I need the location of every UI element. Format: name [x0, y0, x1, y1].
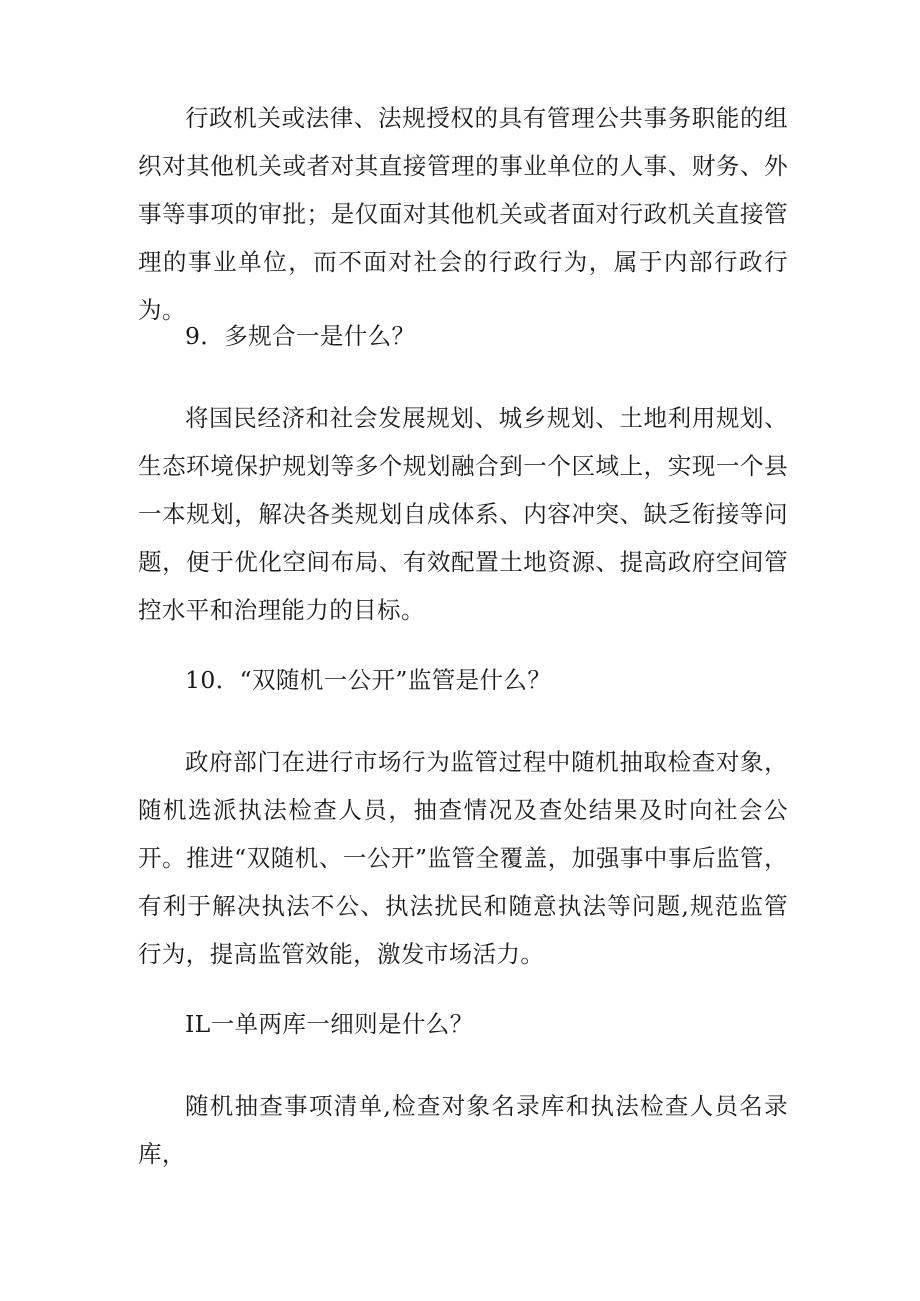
- heading-question-10: 10．“双随机一公开”监管是什么？: [185, 666, 552, 694]
- paragraph-double-random-supervision: 政府部门在进行市场行为监管过程中随机抽取检查对象，随机选派执法检查人员，抽查情况及查处结果及时向社会公开。推进“双随机、一公开”监管全覆盖，加强事中事后监管，有利于解决执法不公、执法扰民和随意执法等问题,规范监管行为，提高监管效能，激发市场活力。: [138, 748, 788, 968]
- paragraph-internal-administrative-act: 行政机关或法律、法规授权的具有管理公共事务职能的组织对其他机关或者对其直接管理的事业单位的人事、财务、外事等事项的审批；是仅面对其他机关或者面对行政机关直接管理的事业单位，而不面对社会的行政行为，属于内部行政行为。: [138, 104, 788, 324]
- paragraph-multi-plan-integration: 将国民经济和社会发展规划、城乡规划、土地利用规划、生态环境保护规划等多个规划融合到一个区域上，实现一个县一本规划，解决各类规划自成体系、内容冲突、缺乏衔接等问题，便于优化空间布局、有效配置土地资源、提高政府空间管控水平和治理能力的目标。: [138, 404, 788, 624]
- heading-question-9: 9．多规合一是什么？: [185, 322, 416, 350]
- paragraph-one-list-two-databases: 随机抽查事项清单,检查对象名录库和执法检查人员名录库，: [138, 1092, 788, 1168]
- heading-question-11: IL一单两库一细则是什么？: [185, 1010, 474, 1038]
